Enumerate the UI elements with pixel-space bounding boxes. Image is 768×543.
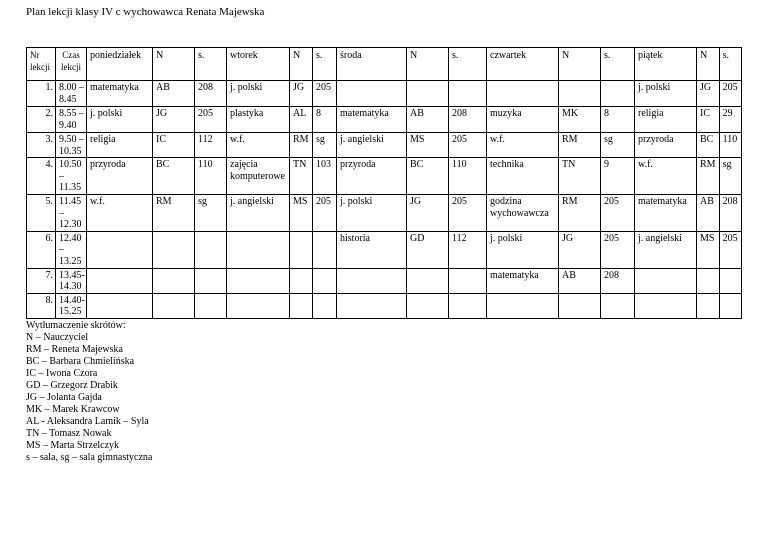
cell-monday-teacher: [153, 293, 195, 318]
header-monday-teacher: N: [153, 48, 195, 81]
cell-lesson-number: 3.: [27, 133, 56, 158]
cell-thursday-room: [601, 81, 635, 107]
cell-monday-subject: [87, 231, 153, 268]
cell-thursday-teacher: MK: [559, 107, 601, 133]
cell-tuesday-subject: [227, 231, 290, 268]
cell-thursday-subject: j. polski: [487, 231, 559, 268]
legend-item: BC – Barbara Chmielińska: [26, 356, 135, 367]
table-row: [27, 107, 742, 133]
cell-lesson-time: 14.40- 15.25: [56, 293, 87, 318]
cell-thursday-subject: [487, 81, 559, 107]
cell-lesson-time: 9.50 – 10.35: [56, 133, 87, 158]
cell-monday-room: 110: [195, 158, 227, 195]
cell-thursday-teacher: [559, 293, 601, 318]
cell-tuesday-teacher: RM: [290, 133, 313, 158]
cell-friday-teacher: MS: [697, 231, 720, 268]
cell-monday-teacher: AB: [153, 81, 195, 107]
cell-thursday-subject: [487, 293, 559, 318]
cell-wednesday-teacher: JG: [407, 194, 449, 231]
cell-tuesday-subject: w.f.: [227, 133, 290, 158]
cell-monday-room: [195, 268, 227, 293]
cell-friday-subject: j. angielski: [635, 231, 697, 268]
legend-item: MK – Marek Krawcow: [26, 404, 120, 415]
cell-friday-subject: matematyka: [635, 194, 697, 231]
cell-tuesday-subject: [227, 293, 290, 318]
header-tuesday-room: s.: [313, 48, 337, 81]
cell-friday-subject: przyroda: [635, 133, 697, 158]
cell-friday-teacher: BC: [697, 133, 720, 158]
cell-lesson-time: 8.55 – 9.40: [56, 107, 87, 133]
cell-tuesday-teacher: TN: [290, 158, 313, 195]
header-thursday-room: s.: [601, 48, 635, 81]
table-row: [27, 194, 742, 231]
cell-lesson-number: 4.: [27, 158, 56, 195]
cell-friday-subject: [635, 268, 697, 293]
header-thursday-subject: czwartek: [487, 48, 559, 81]
cell-thursday-subject: godzina wychowawcza: [487, 194, 559, 231]
page-title: Plan lekcji klasy IV c wychowawca Renata Majewska: [26, 6, 265, 18]
header-friday-subject: piątek: [635, 48, 697, 81]
header-monday-subject: poniedziałek: [87, 48, 153, 81]
table-row: [27, 133, 742, 158]
table-row: [27, 268, 742, 293]
cell-monday-room: 208: [195, 81, 227, 107]
cell-tuesday-teacher: [290, 231, 313, 268]
header-lesson-number: Nr lekcji: [27, 48, 56, 81]
table-row: [27, 158, 742, 195]
header-friday-room: s.: [719, 48, 741, 81]
cell-friday-teacher: [697, 293, 720, 318]
header-row: [27, 48, 742, 81]
cell-lesson-number: 2.: [27, 107, 56, 133]
cell-friday-room: [719, 268, 741, 293]
cell-wednesday-room: [449, 81, 487, 107]
cell-wednesday-subject: [337, 293, 407, 318]
cell-wednesday-room: 205: [449, 133, 487, 158]
cell-friday-room: 205: [719, 231, 741, 268]
legend-item: GD – Grzegorz Drabik: [26, 380, 118, 391]
cell-monday-room: [195, 293, 227, 318]
cell-wednesday-subject: [337, 268, 407, 293]
cell-friday-teacher: JG: [697, 81, 720, 107]
cell-lesson-time: 8.00 – 8.45: [56, 81, 87, 107]
cell-friday-room: 205: [719, 81, 741, 107]
cell-monday-subject: przyroda: [87, 158, 153, 195]
cell-monday-teacher: BC: [153, 158, 195, 195]
cell-thursday-teacher: TN: [559, 158, 601, 195]
cell-lesson-time: 11.45 – 12.30: [56, 194, 87, 231]
cell-monday-room: [195, 231, 227, 268]
cell-wednesday-teacher: [407, 293, 449, 318]
legend-item: MS – Marta Strzelczyk: [26, 440, 120, 451]
cell-wednesday-room: [449, 293, 487, 318]
legend-item: JG – Jolanta Gajda: [26, 392, 102, 403]
cell-monday-teacher: RM: [153, 194, 195, 231]
legend-heading: Wytłumaczenie skrótów:: [26, 320, 126, 331]
header-friday-teacher: N: [697, 48, 720, 81]
cell-wednesday-subject: j. polski: [337, 194, 407, 231]
cell-friday-teacher: RM: [697, 158, 720, 195]
abbreviations-legend: [26, 320, 152, 464]
cell-tuesday-room: 205: [313, 194, 337, 231]
cell-wednesday-room: 205: [449, 194, 487, 231]
cell-thursday-teacher: RM: [559, 194, 601, 231]
header-thursday-teacher: N: [559, 48, 601, 81]
timetable: [26, 47, 742, 319]
cell-friday-subject: w.f.: [635, 158, 697, 195]
cell-thursday-teacher: RM: [559, 133, 601, 158]
cell-wednesday-teacher: GD: [407, 231, 449, 268]
cell-lesson-number: 6.: [27, 231, 56, 268]
cell-friday-subject: j. polski: [635, 81, 697, 107]
cell-thursday-teacher: AB: [559, 268, 601, 293]
cell-friday-teacher: [697, 268, 720, 293]
table-row: [27, 293, 742, 318]
header-wednesday-teacher: N: [407, 48, 449, 81]
cell-monday-subject: w.f.: [87, 194, 153, 231]
cell-wednesday-teacher: BC: [407, 158, 449, 195]
cell-friday-teacher: AB: [697, 194, 720, 231]
legend-item: RM – Reneta Majewska: [26, 344, 123, 355]
legend-item: IC – Iwona Czora: [26, 368, 98, 379]
cell-tuesday-subject: j. angielski: [227, 194, 290, 231]
cell-wednesday-room: 110: [449, 158, 487, 195]
table-row: [27, 81, 742, 107]
cell-wednesday-subject: historia: [337, 231, 407, 268]
cell-lesson-number: 5.: [27, 194, 56, 231]
cell-thursday-room: 205: [601, 231, 635, 268]
legend-item: s – sala, sg – sala gimnastyczna: [26, 452, 153, 463]
header-wednesday-room: s.: [449, 48, 487, 81]
legend-item: N – Nauczyciel: [26, 332, 89, 343]
cell-wednesday-subject: [337, 81, 407, 107]
cell-wednesday-teacher: [407, 81, 449, 107]
cell-friday-room: [719, 293, 741, 318]
cell-friday-subject: religia: [635, 107, 697, 133]
cell-wednesday-room: 112: [449, 231, 487, 268]
cell-monday-subject: [87, 293, 153, 318]
cell-monday-teacher: IC: [153, 133, 195, 158]
cell-thursday-subject: technika: [487, 158, 559, 195]
cell-wednesday-teacher: AB: [407, 107, 449, 133]
cell-wednesday-subject: przyroda: [337, 158, 407, 195]
cell-tuesday-subject: plastyka: [227, 107, 290, 133]
cell-thursday-subject: w.f.: [487, 133, 559, 158]
cell-thursday-room: 9: [601, 158, 635, 195]
cell-lesson-number: 1.: [27, 81, 56, 107]
cell-tuesday-room: [313, 293, 337, 318]
cell-monday-subject: religia: [87, 133, 153, 158]
cell-monday-subject: matematyka: [87, 81, 153, 107]
cell-monday-room: 205: [195, 107, 227, 133]
cell-wednesday-teacher: MS: [407, 133, 449, 158]
cell-tuesday-subject: zajęcia komputerowe: [227, 158, 290, 195]
cell-friday-room: 110: [719, 133, 741, 158]
table-row: [27, 231, 742, 268]
cell-lesson-number: 8.: [27, 293, 56, 318]
cell-tuesday-room: [313, 231, 337, 268]
cell-monday-teacher: [153, 268, 195, 293]
header-wednesday-subject: środa: [337, 48, 407, 81]
cell-tuesday-teacher: [290, 293, 313, 318]
cell-tuesday-teacher: [290, 268, 313, 293]
cell-friday-room: 29: [719, 107, 741, 133]
cell-lesson-time: 13.45- 14.30: [56, 268, 87, 293]
cell-tuesday-room: 103: [313, 158, 337, 195]
cell-lesson-number: 7.: [27, 268, 56, 293]
cell-thursday-teacher: JG: [559, 231, 601, 268]
header-tuesday-teacher: N: [290, 48, 313, 81]
cell-monday-teacher: [153, 231, 195, 268]
cell-thursday-subject: muzyka: [487, 107, 559, 133]
cell-tuesday-teacher: MS: [290, 194, 313, 231]
cell-tuesday-teacher: AL: [290, 107, 313, 133]
cell-friday-room: sg: [719, 158, 741, 195]
cell-thursday-room: 205: [601, 194, 635, 231]
cell-thursday-room: sg: [601, 133, 635, 158]
header-tuesday-subject: wtorek: [227, 48, 290, 81]
header-lesson-time: Czas lekcji: [56, 48, 87, 81]
cell-tuesday-teacher: JG: [290, 81, 313, 107]
cell-friday-room: 208: [719, 194, 741, 231]
cell-wednesday-room: [449, 268, 487, 293]
cell-thursday-room: 208: [601, 268, 635, 293]
cell-monday-subject: j. polski: [87, 107, 153, 133]
cell-monday-teacher: JG: [153, 107, 195, 133]
cell-tuesday-room: 205: [313, 81, 337, 107]
cell-wednesday-subject: j. angielski: [337, 133, 407, 158]
cell-thursday-teacher: [559, 81, 601, 107]
header-monday-room: s.: [195, 48, 227, 81]
cell-tuesday-subject: j. polski: [227, 81, 290, 107]
cell-thursday-subject: matematyka: [487, 268, 559, 293]
cell-tuesday-room: 8: [313, 107, 337, 133]
cell-tuesday-room: sg: [313, 133, 337, 158]
cell-wednesday-teacher: [407, 268, 449, 293]
cell-lesson-time: 12.40 – 13.25: [56, 231, 87, 268]
cell-monday-room: 112: [195, 133, 227, 158]
cell-lesson-time: 10.50 – 11.35: [56, 158, 87, 195]
cell-friday-subject: [635, 293, 697, 318]
cell-tuesday-room: [313, 268, 337, 293]
cell-monday-room: sg: [195, 194, 227, 231]
cell-monday-subject: [87, 268, 153, 293]
legend-item: AL - Aleksandra Lamik – Syla: [26, 416, 149, 427]
cell-tuesday-subject: [227, 268, 290, 293]
cell-wednesday-subject: matematyka: [337, 107, 407, 133]
cell-wednesday-room: 208: [449, 107, 487, 133]
cell-thursday-room: 8: [601, 107, 635, 133]
cell-thursday-room: [601, 293, 635, 318]
legend-item: TN – Tomasz Nowak: [26, 428, 112, 439]
cell-friday-teacher: IC: [697, 107, 720, 133]
